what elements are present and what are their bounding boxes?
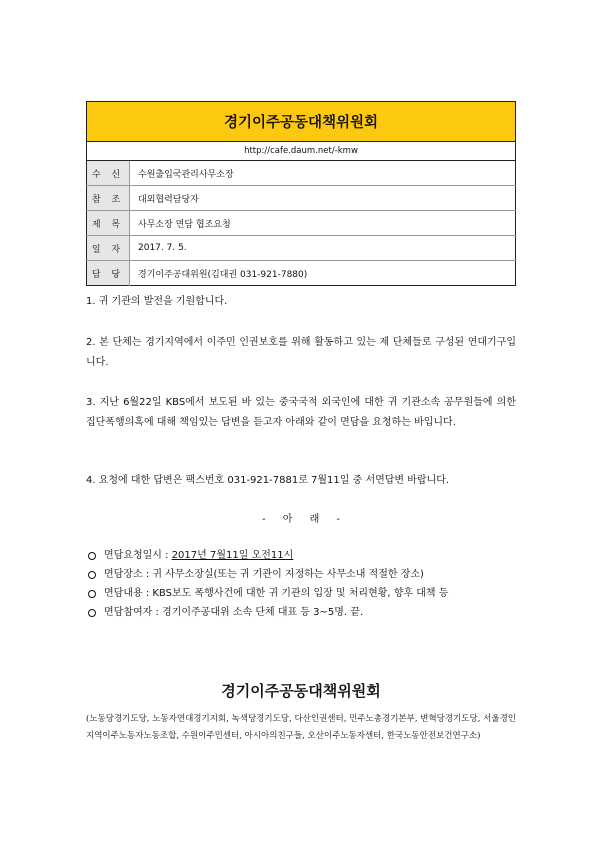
info-row-contact [87,261,516,286]
info-value: 2017. 7. 5. [130,236,516,261]
list-item [86,584,516,603]
circle-bullet-icon [88,552,96,560]
member-organizations: (노동당경기도당, 노동자연대경기지회, 녹색당경기도당, 다산인권센터, 민주노총경기본부, 변혁당경기도당, 서울경인지역이주노동자노동조합, 수원이주민센터, 아시아의친구들, 오산이주노동자센터, 한국노동안전보건연구소) [86,714,516,741]
info-label: 참 조 [87,186,130,211]
circle-bullet-icon [88,571,96,579]
info-value: 대외협력담당자 [130,186,516,211]
item-value: 경기이주공대위 소속 단체 대표 등 3~5명. 끝. [162,607,364,618]
info-label: 수 신 [87,161,130,186]
item-label: 면담장소 : [104,569,153,580]
info-label: 일 자 [87,236,130,261]
list-item [86,565,516,584]
meeting-details-list [86,546,516,622]
paragraph-1: 1. 귀 기관의 발전을 기원합니다. [86,296,228,307]
circle-bullet-icon [88,590,96,598]
item-label: 면담요청일시 : [104,550,172,561]
info-row-subject [87,211,516,236]
letterhead-table [86,101,516,286]
item-value: 귀 사무소장실(또는 귀 기관이 지정하는 사무소내 적절한 장소) [152,569,424,580]
paragraph-2: 2. 본 단체는 경기지역에서 이주민 인권보호를 위해 활동하고 있는 제 단체들로 구성된 연대기구입니다. [86,337,516,368]
item-value: KBS보도 폭행사건에 대한 귀 기관의 입장 및 처리현황, 향후 대책 등 [152,588,449,599]
signature-organization: 경기이주공동대책위원회 [221,682,381,700]
info-value: 수원출입국관리사무소장 [130,161,516,186]
info-label: 담 당 [87,261,130,286]
info-label: 제 목 [87,211,130,236]
organization-title: 경기이주공동대책위원회 [87,102,516,142]
item-value: 2017년 7월11일 오전11시 [171,550,294,561]
section-heading: - 아 래 - [261,514,341,525]
info-value: 경기이주공대위원(김대권 031-921-7880) [138,269,308,280]
info-value: 사무소장 면담 협조요청 [130,211,516,236]
list-item [86,546,516,565]
organization-url: http://cafe.daum.net/-kmw [87,142,516,161]
item-label: 면담참여자 : [104,607,163,618]
info-row-recipient [87,161,516,186]
info-row-date [87,236,516,261]
info-row-reference [87,186,516,211]
paragraph-4: 4. 요청에 대한 답변은 팩스번호 031-921-7881로 7월11일 중 서면답변 바랍니다. [86,475,450,486]
circle-bullet-icon [88,609,96,617]
list-item [86,603,516,622]
item-label: 면담내용 : [104,588,153,599]
paragraph-3: 3. 지난 6월22일 KBS에서 보도된 바 있는 중국국적 외국인에 대한 귀 기관소속 공무원들에 의한 집단폭행의혹에 대해 책임있는 답변을 듣고자 아래와 같이 면담을 요청하는 바입니다. [86,397,516,428]
